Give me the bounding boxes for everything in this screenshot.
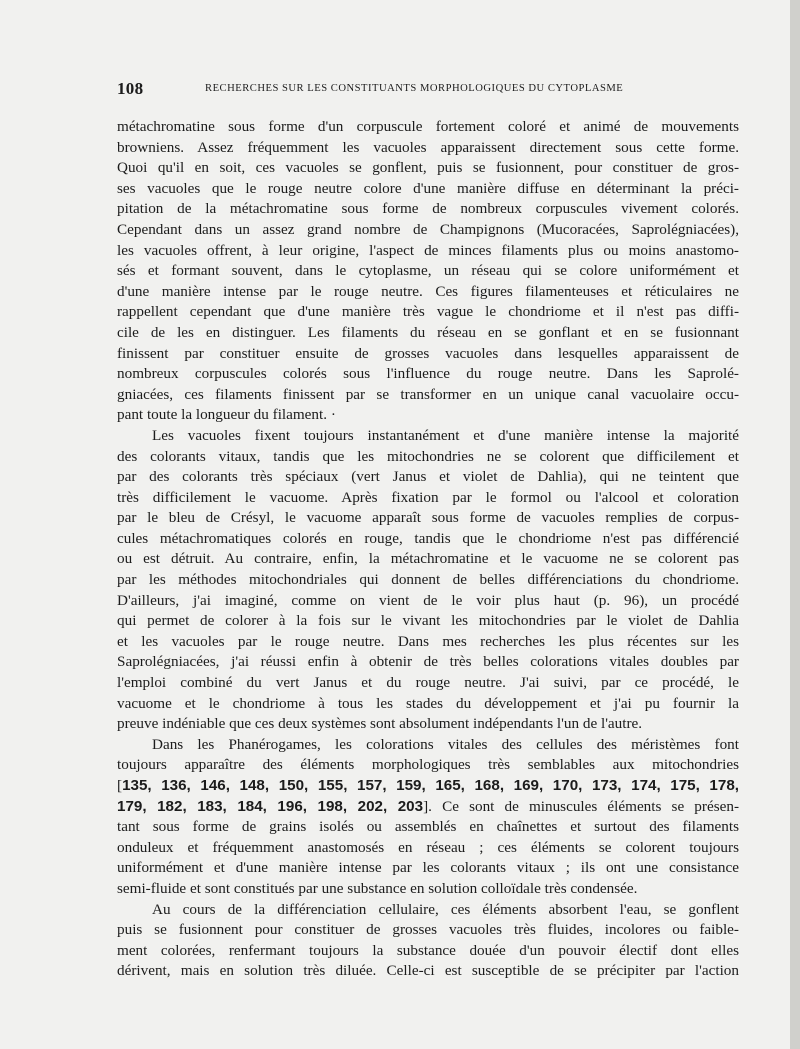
text-line: par les méthodes mitochondriales qui donnent de belles différenciations du chondriome. (117, 571, 739, 589)
text-line: gniacées, ces filaments finissent par se transformer en un unique canal vacuolaire occu- (117, 385, 739, 403)
text-line: sés et formant souvent, dans le cytoplasme, un réseau qui se colore uniformément et (117, 262, 739, 280)
text-line: l'emploi combiné du vert Janus et du rouge neutre. J'ai suivi, par ce procédé, le (117, 674, 739, 692)
text-line: les vacuoles offrent, à leur origine, l'aspect de minces filaments plus ou moins anastomo- (117, 241, 739, 259)
text-line: tant sous forme de grains isolés ou assemblés en chaînettes et surtout des filaments (117, 818, 739, 836)
text-line: toujours apparaître des éléments morphologiques très semblables aux mitochondries (117, 756, 739, 774)
text-line: des colorants vitaux, tandis que les mitochondries ne se colorent que difficilement et (117, 447, 739, 465)
text-line: ses vacuoles que le rouge neutre colore d'une manière diffuse en déterminant la préci- (117, 179, 739, 197)
page-edge-shadow (790, 0, 800, 1049)
text-line: rappellent cependant que d'une manière très vague le chondriome et il n'est pas diffi- (117, 303, 739, 321)
text-line: métachromatine sous forme d'un corpuscule fortement coloré et animé de mouvements (117, 118, 739, 135)
text-line: Saprolégniacées, j'ai réussi enfin à obtenir de très belles colorations vitales doubles par (117, 653, 739, 671)
text-line: cile de les en distinguer. Les filaments du réseau en se gonflant et en se fusionnant (117, 323, 739, 341)
reference-numbers: 179, 182, 183, 184, 196, 198, 202, 203 (117, 797, 424, 815)
text-line: Au cours de la différenciation cellulaire, ces éléments absorbent l'eau, se gonflent (152, 900, 739, 918)
body-text (117, 117, 739, 982)
reference-numbers: 135, 136, 146, 148, 150, 155, 157, 159, 165, 168, 169, 170, 173, 174, 175, 178, (122, 777, 739, 794)
running-title: RECHERCHES SUR LES CONSTITUANTS MORPHOLOGIQUES DU CYTOPLASME (205, 83, 624, 94)
reference-line (117, 797, 739, 818)
reference-line-tail: ]. Ce sont de minuscules éléments se présen- (423, 797, 740, 815)
text-line: qui permet de colorer à la fois sur le vivant les mitochondries par le violet de Dahlia (117, 612, 739, 630)
text-line: vacuome et le chondriome à tous les stades du développement et j'ai pu fournir la (117, 694, 739, 712)
text-line: pant toute la longueur du filament. · (117, 406, 336, 424)
text-line: par des colorants très spéciaux (vert Janus et violet de Dahlia), qui ne teintent que (117, 468, 739, 486)
text-line: par le bleu de Crésyl, le vacuome apparaît sous forme de vacuoles remplies de corpus- (117, 509, 739, 527)
text-line: finissent par constituer ensuite de grosses vacuoles dans lesquelles apparaissent de (117, 344, 739, 362)
text-line: D'ailleurs, j'ai imaginé, comme on vient de le voir plus haut (p. 96), un procédé (117, 591, 739, 609)
text-line: puis se fusionnent pour constituer de grosses vacuoles très fluides, incolores ou faible- (117, 921, 739, 939)
text-line: semi-fluide et sont constitués par une substance en solution colloïdale très condensée. (117, 879, 638, 897)
page-header (117, 79, 737, 99)
text-line: Cependant dans un assez grand nombre de Champignons (Mucoracées, Saprolégniacées), (117, 220, 739, 238)
text-line: onduleux et fréquemment anastomosés en réseau ; ces éléments se colorent toujours (117, 838, 739, 856)
text-line: preuve indéniable que ces deux systèmes sont absolument indépendants l'un de l'autre. (117, 715, 643, 733)
text-line: Les vacuoles fixent toujours instantanément et d'une manière intense la majorité (152, 426, 739, 444)
text-line: cules métachromatiques colorés en rouge, tandis que le chondriome n'est pas différencié (117, 529, 739, 547)
text-line: browniens. Assez fréquemment les vacuoles apparaissent directement sous cette forme. (117, 138, 739, 156)
text-line: très difficilement le vacuome. Après fixation par le formol ou l'alcool et coloration (117, 488, 739, 506)
text-line: nombreux corpuscules colorés sous l'influence du rouge neutre. Dans les Saprolé- (117, 365, 739, 383)
text-line: ou est détruit. Au contraire, enfin, la métachromatine et le vacuome ne se colorent pas (117, 550, 739, 568)
text-line: et les vacuoles par le rouge neutre. Dans mes recherches les plus récentes sur les (117, 632, 739, 650)
text-line: uniformément et d'une manière intense par les colorants vitaux ; ils ont une consistance (117, 859, 739, 877)
text-line: d'une manière intense par le rouge neutre. Ces figures filamenteuses et réticulaires ne (117, 282, 739, 300)
text-line: pitation de la métachromatine sous forme de nombreux corpuscules vivement colorés. (117, 200, 739, 218)
text-line: dérivent, mais en solution très diluée. Celle-ci est susceptible de se précipiter par l'action (117, 962, 739, 980)
text-line: Dans les Phanérogames, les colorations vitales des cellules des méristèmes font (152, 735, 739, 753)
text-line: Quoi qu'il en soit, ces vacuoles se gonflent, puis se fusionnent, pour constituer de gros- (117, 159, 739, 177)
page-number: 108 (117, 79, 144, 98)
reference-line (117, 776, 739, 797)
reference-bracket: [ (117, 777, 123, 794)
text-line: ment colorées, renfermant toujours la substance douée d'un pouvoir électif dont elles (117, 941, 739, 959)
